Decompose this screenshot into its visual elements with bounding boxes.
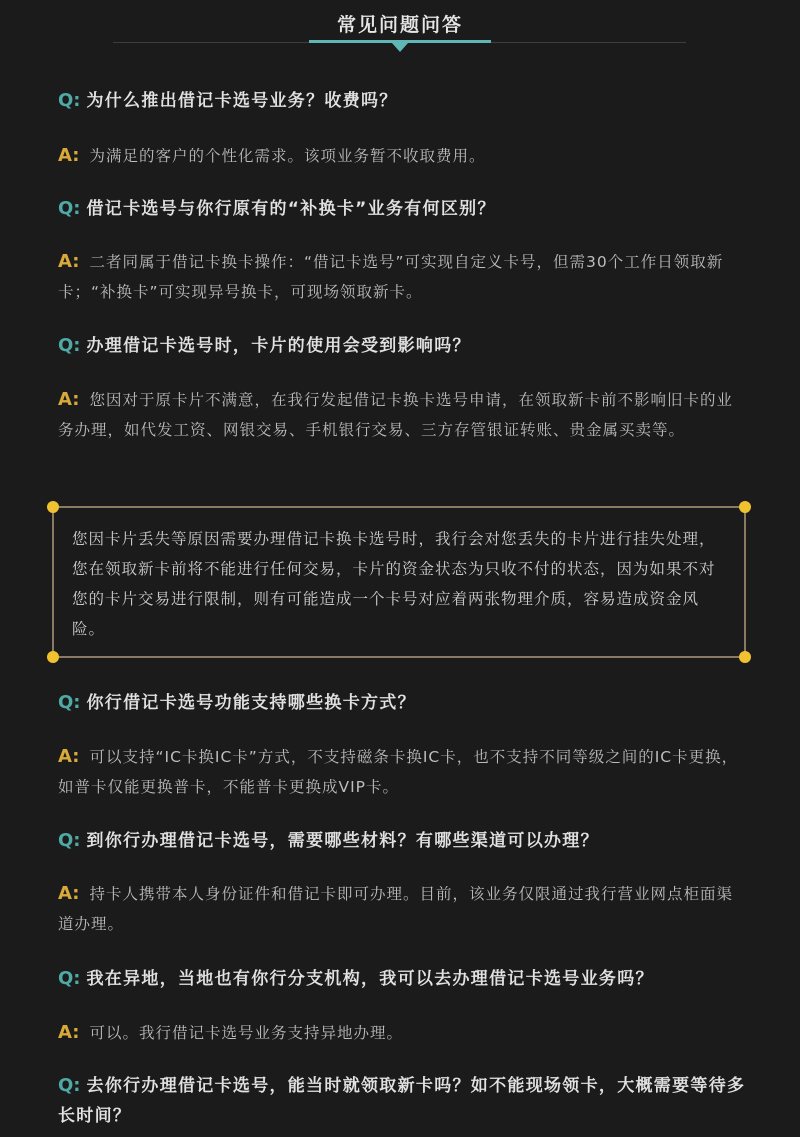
faq-item <box>58 964 748 1048</box>
question-text: 去你行办理借记卡选号，能当时就领取新卡吗？如不能现场领卡，大概需要等待多长时间？ <box>58 1076 746 1126</box>
faq-answer <box>58 141 748 171</box>
answer-text: 可以。我行借记卡选号业务支持异地办理。 <box>89 1024 403 1042</box>
faq-answer <box>58 247 748 307</box>
answer-text: 二者同属于借记卡换卡操作：“借记卡选号”可实现自定义卡号，但需30个工作日领取新卡；“补换卡”可实现异号换卡，可现场领取新卡。 <box>58 253 724 301</box>
faq-question <box>58 1071 748 1131</box>
caret-down-icon <box>392 43 408 52</box>
answer-marker: A: <box>58 746 80 767</box>
question-text: 到你行办理借记卡选号，需要哪些材料？有哪些渠道可以办理？ <box>86 831 599 851</box>
faq-question <box>58 688 748 718</box>
faq-item <box>58 331 748 445</box>
faq-question <box>58 86 748 116</box>
faq-item <box>58 688 748 802</box>
page-title: 常见问题问答 <box>336 14 463 36</box>
answer-marker: A: <box>58 883 80 904</box>
answer-text: 您因对于原卡片不满意，在我行发起借记卡换卡选号申请，在领取新卡前不影响旧卡的业务办理，如代发工资、网银交易、手机银行交易、三方存管银证转账、贵金属买卖等。 <box>58 391 733 439</box>
question-marker: Q: <box>58 968 81 989</box>
question-text: 我在异地，当地也有你行分支机构，我可以去办理借记卡选号业务吗？ <box>86 969 654 989</box>
question-marker: Q: <box>58 198 81 219</box>
answer-text: 为满足的客户的个性化需求。该项业务暂不收取费用。 <box>89 147 486 165</box>
corner-dot-icon <box>739 501 751 513</box>
corner-dot-icon <box>47 651 59 663</box>
faq-item <box>58 1071 748 1131</box>
answer-marker: A: <box>58 1022 80 1043</box>
question-text: 办理借记卡选号时，卡片的使用会受到影响吗？ <box>86 336 471 356</box>
question-marker: Q: <box>58 90 81 111</box>
faq-answer <box>58 742 748 802</box>
faq-question <box>58 964 748 994</box>
answer-marker: A: <box>58 251 80 272</box>
answer-marker: A: <box>58 389 80 410</box>
question-text: 借记卡选号与你行原有的“补换卡”业务有何区别？ <box>86 199 496 219</box>
question-marker: Q: <box>58 335 81 356</box>
answer-text: 可以支持“IC卡换IC卡”方式，不支持磁条卡换IC卡，也不支持不同等级之间的IC卡更换，如普卡仅能更换普卡，不能普卡更换成VIP卡。 <box>58 748 739 796</box>
question-marker: Q: <box>58 1075 81 1096</box>
answer-marker: A: <box>58 145 80 166</box>
answer-text: 持卡人携带本人身份证件和借记卡即可办理。目前，该业务仅限通过我行营业网点柜面渠道办理。 <box>58 885 733 933</box>
question-text: 你行借记卡选号功能支持哪些换卡方式？ <box>86 693 416 713</box>
question-marker: Q: <box>58 692 81 713</box>
corner-dot-icon <box>47 501 59 513</box>
faq-item <box>58 826 748 939</box>
faq-answer <box>58 1018 748 1048</box>
section-header <box>0 0 800 60</box>
faq-item <box>58 194 748 307</box>
notice-text: 您因卡片丢失等原因需要办理借记卡换卡选号时，我行会对您丢失的卡片进行挂失处理，您在领取新卡前将不能进行任何交易，卡片的资金状态为只收不付的状态，因为如果不对您的卡片交易进行限制，则有可能造成一个卡号对应着两张物理介质，容易造成资金风险。 <box>72 530 716 638</box>
question-text: 为什么推出借记卡选号业务？收费吗？ <box>86 91 398 111</box>
faq-answer <box>58 879 748 939</box>
faq-question <box>58 826 748 856</box>
question-marker: Q: <box>58 830 81 851</box>
faq-question <box>58 194 748 224</box>
faq-question <box>58 331 748 361</box>
faq-item <box>58 86 748 171</box>
faq-answer <box>58 385 748 445</box>
notice-box <box>52 506 746 658</box>
corner-dot-icon <box>739 651 751 663</box>
